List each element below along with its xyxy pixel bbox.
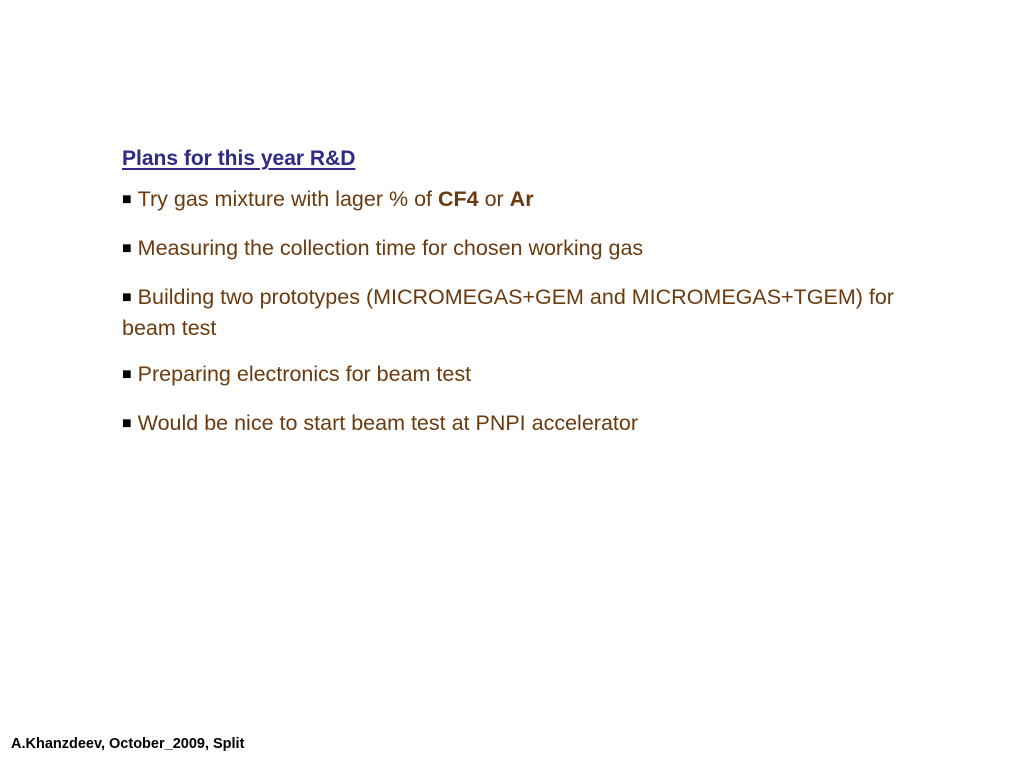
bullet-text: Try gas mixture with lager % of <box>137 187 438 211</box>
bullet-gas-mixture <box>122 185 902 216</box>
bullet-text: Building two prototypes (MICROMEGAS+GEM and MICROMEGAS+TGEM) for beam test <box>122 285 894 340</box>
bullet-list <box>122 185 902 440</box>
bullet-electronics <box>122 360 902 391</box>
bullet-text: Measuring the collection time for chosen working gas <box>137 236 644 260</box>
bullet-text: Would be nice to start beam test at PNPI accelerator <box>137 411 638 435</box>
gas-ar-label: Ar <box>509 187 534 211</box>
square-bullet-icon: ■ <box>122 289 132 306</box>
bullet-text-connector: or <box>478 187 510 211</box>
square-bullet-icon: ■ <box>122 191 132 208</box>
bullet-prototypes <box>122 283 902 342</box>
slide-title: Plans for this year R&D <box>122 147 356 170</box>
slide-footer: A.Khanzdeev, October_2009, Split <box>11 736 245 752</box>
square-bullet-icon: ■ <box>122 415 132 432</box>
bullet-beam-test <box>122 409 902 440</box>
bullet-text: Preparing electronics for beam test <box>137 362 472 386</box>
gas-cf4-label: CF4 <box>437 187 479 211</box>
slide-content <box>122 144 902 458</box>
square-bullet-icon: ■ <box>122 240 132 257</box>
square-bullet-icon: ■ <box>122 366 132 383</box>
bullet-collection-time <box>122 234 902 265</box>
